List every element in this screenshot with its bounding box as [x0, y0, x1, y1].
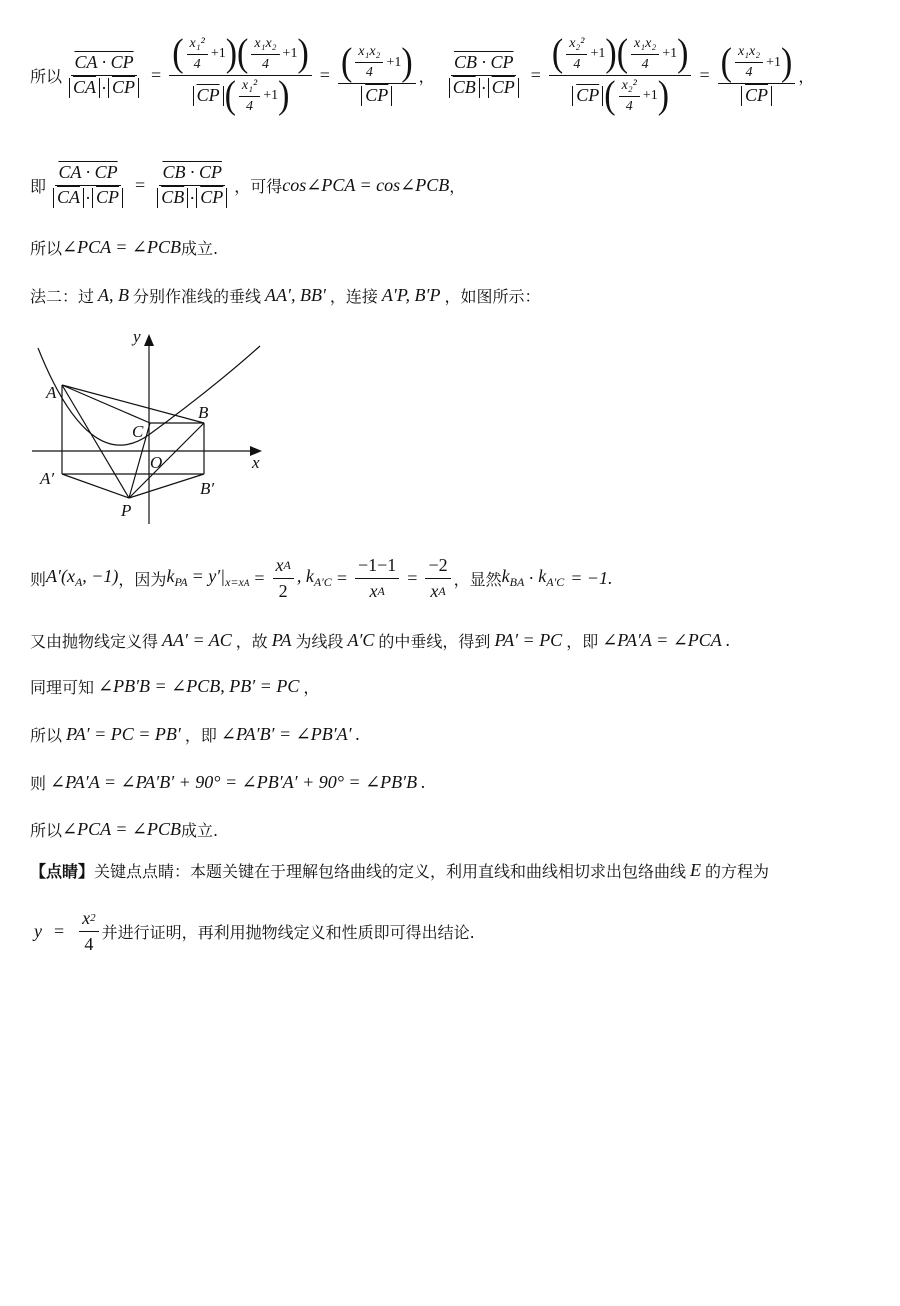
segment-ab — [62, 385, 204, 423]
line-cos-equal: 即 CA · CP $\overline{CA}$ · $\overline{CP}$ = CB · CP $\overline{CB}$ · $\overline{CP}$ ，可得 cos∠PCA = cos∠PCB ， — [30, 161, 466, 208]
line-conclusion-1: 所以 ∠PCA = ∠PCB 成立. — [30, 236, 219, 258]
fraction-cb-cp-2: CB · CP $\overline{CB}$ · $\overline{CP}$ — [153, 162, 231, 209]
line-method-two: 法二：过 A, B 分别作准线的垂线 AA′, BB′ ，连接 A′P, B′P ，如图所示： — [30, 284, 541, 306]
y-axis-arrow-icon — [144, 334, 154, 346]
segment-a1p — [62, 474, 129, 498]
fraction-simplified-b: ( $\frac{\text{x₁x₂}}{4}$ +1 ) CP — [718, 44, 796, 106]
label-a-prime: A′ — [40, 469, 55, 488]
line-key-point: 【点睛】 关键点点睛：本题关键在于理解包络曲线的定义，利用直线和曲线相切求出包络曲线 E 的方程为 — [30, 859, 770, 881]
text-suoyi: 所以 — [30, 66, 63, 86]
line-equation-e: y = x 2 4 并进行证明，再利用抛物线定义和性质即可得出结论. — [34, 907, 475, 954]
label-a: A — [46, 383, 57, 402]
fraction-cb-cp: CB · CP $\overline{CB}$ · $\overline{CP}$ — [445, 52, 523, 99]
line-conclusion-2: 所以 ∠PCA = ∠PCB 成立. — [30, 818, 219, 840]
fraction-ca-cp: CA · CP $\overline{CA}$ · $\overline{CP}$ — [65, 52, 143, 99]
line-cosine-ratios: 所以 CA · CP $\overline{CA}$ · $\overline{CP}$ = ( $\frac{\text{x₁²}}{4}$ +1 ) ( $\frac{\text{x₁x₂}}{4}$ +1 ) $\overline{CP}$ ( $\frac{\text{x₁²}}{4}$ +1 ) = ( $\frac{\text{x₁x₂}}{4}$ +1 ) CP ， CB · CP $\overline{CB}$ · $\overline{CP}$ = ( $\frac{\text{x₂²}}{4}$ +1 ) ( $\frac{\text{x₁x₂}}{4}$ +1 ) $\overline{CP}$ ( $\frac{\text{x₂²}}{4}$ +1 ) = ( $\frac{\text{x₁x₂}}{4}$ +1 ) CP ， — [30, 32, 815, 117]
label-b-prime: B′ — [200, 479, 215, 498]
label-p: P — [121, 501, 132, 520]
cos-equation: cos∠PCA = cos∠PCB — [282, 174, 450, 195]
label-b: B — [198, 403, 209, 422]
label-x: x — [252, 453, 260, 472]
line-angle-chain: 则 ∠PA′A = ∠PA′B′ + 90° = ∠PB′A′ + 90° = ∠PB′B . — [30, 771, 426, 793]
segment-ap — [62, 385, 129, 498]
parabola-figure — [28, 328, 278, 528]
fraction-simplified-a: ( $\frac{\text{x₁x₂}}{4}$ +1 ) CP — [338, 44, 416, 106]
label-y: y — [133, 328, 141, 346]
line-equal-lengths: 所以 PA′ = PC = PB′ ，即 ∠PA′B′ = ∠PB′A′ . — [30, 723, 361, 745]
fraction-ca-cp-2: CA · CP $\overline{CA}$ · $\overline{CP}$ — [49, 162, 127, 209]
line-slopes: 则 $A'(x_A$, −1) ，因为 $k_{PA}$ = $y'|_{x=xA}$ = x A 2 , $k_{A'C}$ = −1−1 x A = −2 x A ，显然 $k_{BA}$ · $k_{A'C}$ = −1. — [30, 554, 613, 601]
label-c: C — [132, 422, 144, 441]
label-o: O — [150, 453, 163, 472]
fraction-expanded-b: ( $\frac{\text{x₂²}}{4}$ +1 ) ( $\frac{\text{x₁x₂}}{4}$ +1 ) $\overline{CP}$ ( $\frac{\text{x₂²}}{4}$ +1 ) — [549, 36, 692, 115]
line-definition: 又由抛物线定义得 AA′ = AC ，故 PA 为线段 A′C 的中垂线，得到 PA′ = PC ，即 ∠PA′A = ∠PCA . — [30, 629, 731, 651]
line-similarly: 同理可知 ∠PB′B = ∠PCB, PB′ = PC ， — [30, 675, 320, 697]
fraction-expanded-a: ( $\frac{\text{x₁²}}{4}$ +1 ) ( $\frac{\text{x₁x₂}}{4}$ +1 ) $\overline{CP}$ ( $\frac{\text{x₁²}}{4}$ +1 ) — [169, 36, 312, 115]
